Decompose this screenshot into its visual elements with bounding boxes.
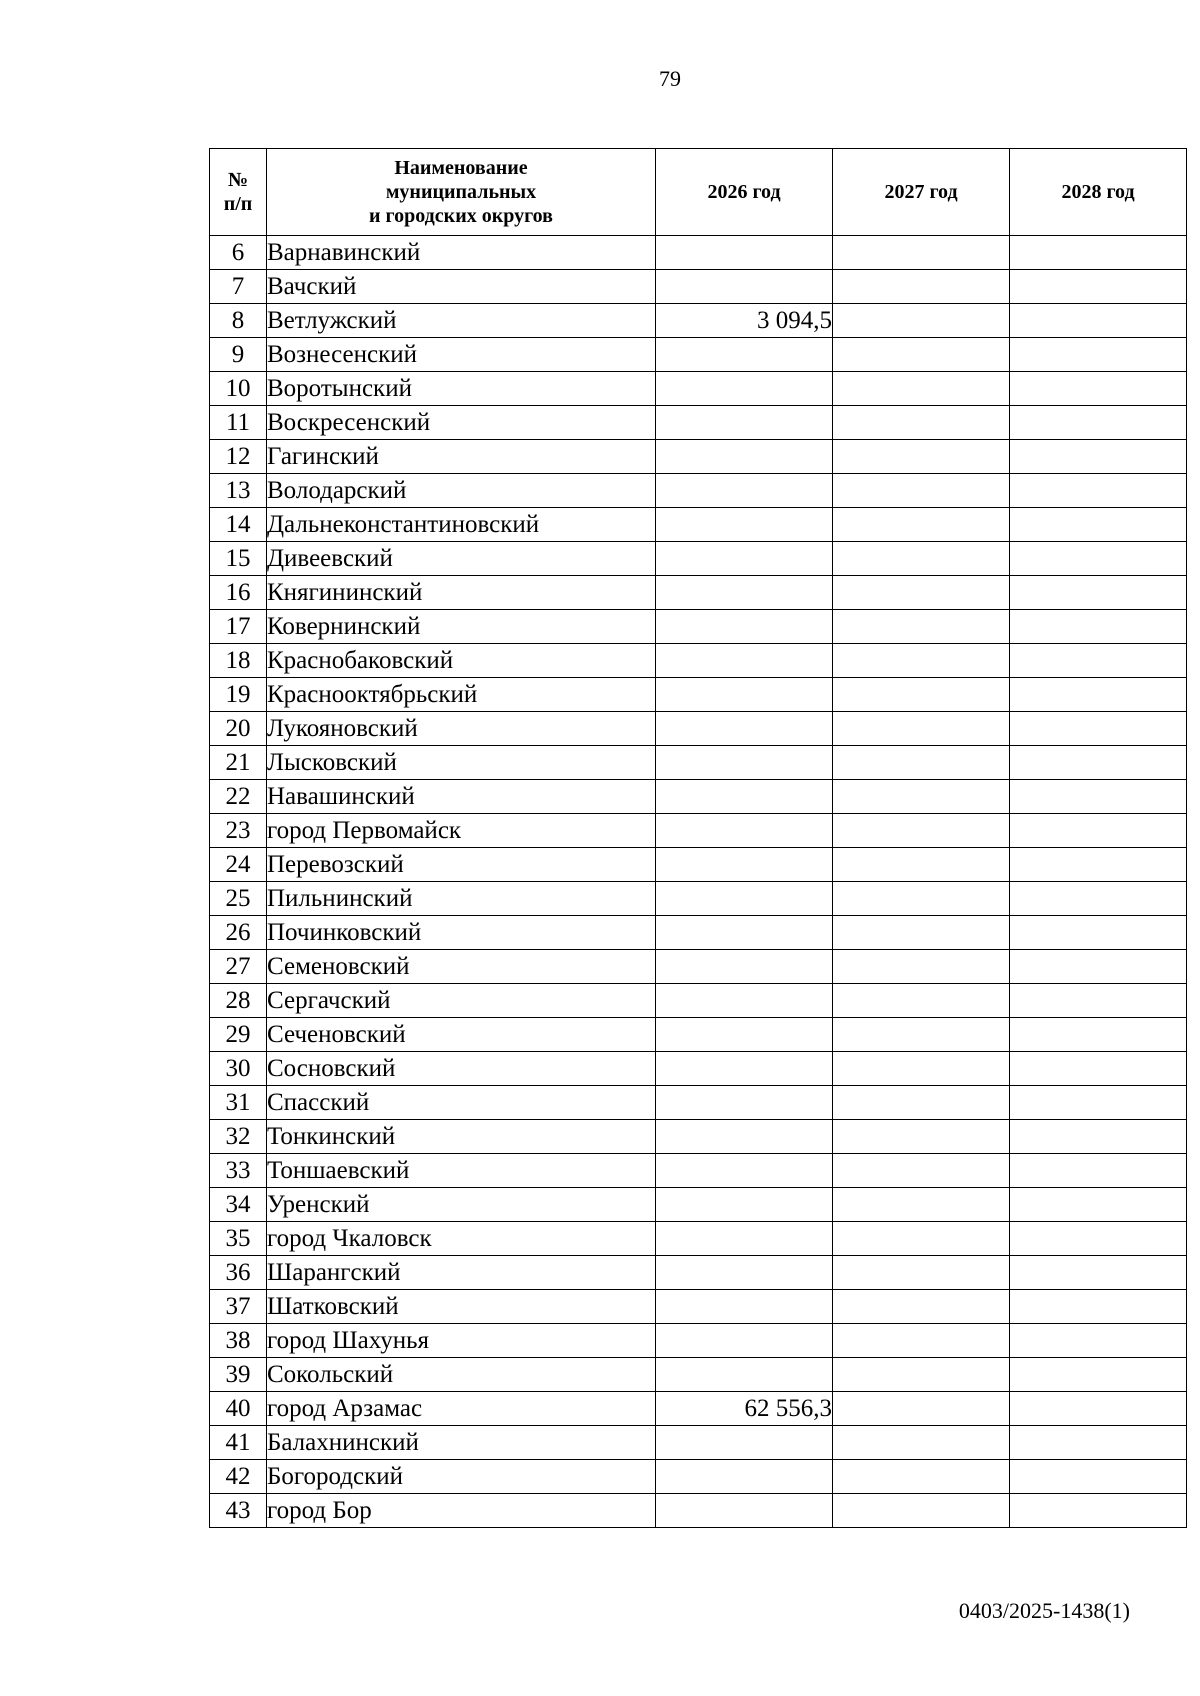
row-value-2027 bbox=[833, 712, 1010, 746]
table-row bbox=[210, 644, 1187, 678]
row-number: 18 bbox=[210, 644, 267, 678]
row-value-2027 bbox=[833, 1086, 1010, 1120]
header-name: Наименование муниципальных и городских округов bbox=[267, 149, 656, 236]
row-value-2027 bbox=[833, 508, 1010, 542]
row-number: 12 bbox=[210, 440, 267, 474]
row-value-2027 bbox=[833, 610, 1010, 644]
row-value-2027 bbox=[833, 270, 1010, 304]
row-value-2026 bbox=[656, 270, 833, 304]
row-value-2026 bbox=[656, 1222, 833, 1256]
row-name: Шарангский bbox=[267, 1256, 656, 1290]
table-row bbox=[210, 508, 1187, 542]
row-name: Навашинский bbox=[267, 780, 656, 814]
row-name: Лысковский bbox=[267, 746, 656, 780]
row-number: 10 bbox=[210, 372, 267, 406]
row-value-2028 bbox=[1010, 644, 1187, 678]
row-value-2028 bbox=[1010, 1086, 1187, 1120]
row-number: 19 bbox=[210, 678, 267, 712]
row-name: Краснобаковский bbox=[267, 644, 656, 678]
row-number: 31 bbox=[210, 1086, 267, 1120]
table-row bbox=[210, 372, 1187, 406]
row-number: 37 bbox=[210, 1290, 267, 1324]
row-value-2028 bbox=[1010, 950, 1187, 984]
row-value-2026 bbox=[656, 950, 833, 984]
row-value-2026 bbox=[656, 1188, 833, 1222]
row-value-2026 bbox=[656, 644, 833, 678]
row-value-2027 bbox=[833, 678, 1010, 712]
row-number: 29 bbox=[210, 1018, 267, 1052]
row-name: город Шахунья bbox=[267, 1324, 656, 1358]
row-value-2026 bbox=[656, 1494, 833, 1528]
row-name: Тоншаевский bbox=[267, 1154, 656, 1188]
row-value-2028 bbox=[1010, 1120, 1187, 1154]
row-value-2026 bbox=[656, 542, 833, 576]
table-row bbox=[210, 338, 1187, 372]
table-row bbox=[210, 236, 1187, 270]
row-value-2026 bbox=[656, 1086, 833, 1120]
row-name: Богородский bbox=[267, 1460, 656, 1494]
header-row bbox=[210, 149, 1187, 236]
table-row bbox=[210, 1222, 1187, 1256]
row-value-2026 bbox=[656, 372, 833, 406]
row-name: Сергачский bbox=[267, 984, 656, 1018]
table-row bbox=[210, 678, 1187, 712]
row-number: 43 bbox=[210, 1494, 267, 1528]
row-value-2028 bbox=[1010, 1018, 1187, 1052]
row-value-2027 bbox=[833, 1324, 1010, 1358]
row-value-2026 bbox=[656, 1154, 833, 1188]
row-value-2028 bbox=[1010, 508, 1187, 542]
table-row bbox=[210, 1188, 1187, 1222]
row-name: Семеновский bbox=[267, 950, 656, 984]
header-num: № п/п bbox=[210, 149, 267, 236]
row-value-2026: 62 556,3 bbox=[656, 1392, 833, 1426]
row-number: 23 bbox=[210, 814, 267, 848]
table-row bbox=[210, 1018, 1187, 1052]
table-row bbox=[210, 984, 1187, 1018]
row-value-2026 bbox=[656, 508, 833, 542]
row-name: Варнавинский bbox=[267, 236, 656, 270]
row-number: 35 bbox=[210, 1222, 267, 1256]
page-number: 79 bbox=[659, 66, 681, 91]
row-value-2027 bbox=[833, 1018, 1010, 1052]
row-number: 17 bbox=[210, 610, 267, 644]
table-row bbox=[210, 1324, 1187, 1358]
header-2026: 2026 год bbox=[656, 149, 833, 236]
row-value-2028 bbox=[1010, 984, 1187, 1018]
row-value-2027 bbox=[833, 1154, 1010, 1188]
table-row bbox=[210, 1290, 1187, 1324]
row-value-2028 bbox=[1010, 372, 1187, 406]
row-value-2026 bbox=[656, 576, 833, 610]
row-number: 15 bbox=[210, 542, 267, 576]
table-row bbox=[210, 1426, 1187, 1460]
header-2027: 2027 год bbox=[833, 149, 1010, 236]
row-value-2026 bbox=[656, 1052, 833, 1086]
table-row bbox=[210, 1086, 1187, 1120]
row-value-2026 bbox=[656, 916, 833, 950]
row-value-2028 bbox=[1010, 304, 1187, 338]
row-name: Воротынский bbox=[267, 372, 656, 406]
row-value-2027 bbox=[833, 1120, 1010, 1154]
row-name: город Чкаловск bbox=[267, 1222, 656, 1256]
row-value-2028 bbox=[1010, 1494, 1187, 1528]
table-row bbox=[210, 270, 1187, 304]
row-number: 30 bbox=[210, 1052, 267, 1086]
row-number: 36 bbox=[210, 1256, 267, 1290]
row-value-2027 bbox=[833, 1188, 1010, 1222]
row-value-2027 bbox=[833, 406, 1010, 440]
row-value-2027 bbox=[833, 644, 1010, 678]
row-value-2026 bbox=[656, 882, 833, 916]
row-value-2028 bbox=[1010, 406, 1187, 440]
table-row bbox=[210, 1256, 1187, 1290]
row-value-2026 bbox=[656, 236, 833, 270]
table-row bbox=[210, 780, 1187, 814]
row-number: 33 bbox=[210, 1154, 267, 1188]
row-value-2027 bbox=[833, 1392, 1010, 1426]
row-value-2027 bbox=[833, 1256, 1010, 1290]
row-value-2026 bbox=[656, 338, 833, 372]
row-value-2027 bbox=[833, 1290, 1010, 1324]
table-row bbox=[210, 1392, 1187, 1426]
row-value-2027 bbox=[833, 304, 1010, 338]
row-value-2027 bbox=[833, 542, 1010, 576]
row-number: 25 bbox=[210, 882, 267, 916]
row-value-2026 bbox=[656, 814, 833, 848]
row-value-2028 bbox=[1010, 712, 1187, 746]
table-row bbox=[210, 542, 1187, 576]
row-name: Дивеевский bbox=[267, 542, 656, 576]
row-value-2028 bbox=[1010, 1222, 1187, 1256]
row-value-2028 bbox=[1010, 1392, 1187, 1426]
row-value-2026 bbox=[656, 1290, 833, 1324]
row-value-2027 bbox=[833, 1426, 1010, 1460]
row-value-2027 bbox=[833, 1222, 1010, 1256]
row-value-2027 bbox=[833, 576, 1010, 610]
row-number: 32 bbox=[210, 1120, 267, 1154]
table-row bbox=[210, 1154, 1187, 1188]
row-name: Ковернинский bbox=[267, 610, 656, 644]
row-name: Починковский bbox=[267, 916, 656, 950]
row-number: 14 bbox=[210, 508, 267, 542]
row-value-2028 bbox=[1010, 746, 1187, 780]
row-name: Ветлужский bbox=[267, 304, 656, 338]
table-row bbox=[210, 440, 1187, 474]
row-value-2028 bbox=[1010, 882, 1187, 916]
row-value-2026 bbox=[656, 1324, 833, 1358]
row-name: Балахнинский bbox=[267, 1426, 656, 1460]
document-code: 0403/2025-1438(1) bbox=[958, 1598, 1130, 1623]
row-value-2028 bbox=[1010, 814, 1187, 848]
table-row bbox=[210, 1358, 1187, 1392]
row-value-2027 bbox=[833, 1358, 1010, 1392]
row-name: Спасский bbox=[267, 1086, 656, 1120]
row-value-2026: 3 094,5 bbox=[656, 304, 833, 338]
row-value-2028 bbox=[1010, 678, 1187, 712]
row-value-2026 bbox=[656, 1426, 833, 1460]
row-number: 22 bbox=[210, 780, 267, 814]
row-value-2026 bbox=[656, 474, 833, 508]
row-name: Пильнинский bbox=[267, 882, 656, 916]
row-number: 7 bbox=[210, 270, 267, 304]
row-value-2028 bbox=[1010, 610, 1187, 644]
row-number: 39 bbox=[210, 1358, 267, 1392]
row-number: 38 bbox=[210, 1324, 267, 1358]
row-name: Воскресенский bbox=[267, 406, 656, 440]
row-value-2027 bbox=[833, 746, 1010, 780]
row-name: Гагинский bbox=[267, 440, 656, 474]
row-value-2027 bbox=[833, 814, 1010, 848]
row-value-2027 bbox=[833, 372, 1010, 406]
row-value-2028 bbox=[1010, 440, 1187, 474]
row-value-2027 bbox=[833, 1052, 1010, 1086]
table-row bbox=[210, 882, 1187, 916]
row-name: город Первомайск bbox=[267, 814, 656, 848]
row-value-2028 bbox=[1010, 270, 1187, 304]
row-value-2026 bbox=[656, 1018, 833, 1052]
row-value-2026 bbox=[656, 746, 833, 780]
row-value-2027 bbox=[833, 1494, 1010, 1528]
table-row bbox=[210, 712, 1187, 746]
row-number: 6 bbox=[210, 236, 267, 270]
row-name: Лукояновский bbox=[267, 712, 656, 746]
row-value-2028 bbox=[1010, 1426, 1187, 1460]
row-value-2027 bbox=[833, 1460, 1010, 1494]
budget-table bbox=[209, 148, 1187, 1528]
row-name: Сеченовский bbox=[267, 1018, 656, 1052]
row-name: Сокольский bbox=[267, 1358, 656, 1392]
table-row bbox=[210, 304, 1187, 338]
header-2028: 2028 год bbox=[1010, 149, 1187, 236]
table-body bbox=[210, 236, 1187, 1528]
row-value-2026 bbox=[656, 848, 833, 882]
row-value-2028 bbox=[1010, 1324, 1187, 1358]
row-value-2028 bbox=[1010, 576, 1187, 610]
row-number: 11 bbox=[210, 406, 267, 440]
row-number: 16 bbox=[210, 576, 267, 610]
table-row bbox=[210, 1052, 1187, 1086]
table-header bbox=[210, 149, 1187, 236]
row-name: Володарский bbox=[267, 474, 656, 508]
row-value-2027 bbox=[833, 440, 1010, 474]
row-number: 40 bbox=[210, 1392, 267, 1426]
row-name: Тонкинский bbox=[267, 1120, 656, 1154]
row-value-2028 bbox=[1010, 780, 1187, 814]
row-number: 21 bbox=[210, 746, 267, 780]
row-value-2027 bbox=[833, 338, 1010, 372]
table-row bbox=[210, 1120, 1187, 1154]
row-name: Вачский bbox=[267, 270, 656, 304]
row-value-2028 bbox=[1010, 916, 1187, 950]
table-row bbox=[210, 474, 1187, 508]
row-value-2026 bbox=[656, 1256, 833, 1290]
row-number: 20 bbox=[210, 712, 267, 746]
row-number: 8 bbox=[210, 304, 267, 338]
table-row bbox=[210, 406, 1187, 440]
row-number: 9 bbox=[210, 338, 267, 372]
row-name: Вознесенский bbox=[267, 338, 656, 372]
row-value-2027 bbox=[833, 882, 1010, 916]
table-row bbox=[210, 1494, 1187, 1528]
row-name: город Арзамас bbox=[267, 1392, 656, 1426]
table-row bbox=[210, 576, 1187, 610]
row-value-2027 bbox=[833, 474, 1010, 508]
table-row bbox=[210, 848, 1187, 882]
row-value-2027 bbox=[833, 780, 1010, 814]
row-value-2028 bbox=[1010, 1154, 1187, 1188]
table-row bbox=[210, 916, 1187, 950]
row-name: Перевозский bbox=[267, 848, 656, 882]
row-number: 24 bbox=[210, 848, 267, 882]
row-value-2026 bbox=[656, 1358, 833, 1392]
row-name: Дальнеконстантиновский bbox=[267, 508, 656, 542]
row-value-2027 bbox=[833, 916, 1010, 950]
row-value-2026 bbox=[656, 440, 833, 474]
row-value-2027 bbox=[833, 984, 1010, 1018]
row-name: Шатковский bbox=[267, 1290, 656, 1324]
row-value-2028 bbox=[1010, 1290, 1187, 1324]
row-value-2028 bbox=[1010, 1256, 1187, 1290]
row-value-2028 bbox=[1010, 474, 1187, 508]
row-value-2026 bbox=[656, 610, 833, 644]
row-value-2026 bbox=[656, 780, 833, 814]
table-row bbox=[210, 1460, 1187, 1494]
row-value-2027 bbox=[833, 236, 1010, 270]
row-value-2027 bbox=[833, 848, 1010, 882]
row-value-2026 bbox=[656, 712, 833, 746]
table-row bbox=[210, 610, 1187, 644]
row-value-2028 bbox=[1010, 848, 1187, 882]
row-name: Сосновский bbox=[267, 1052, 656, 1086]
row-value-2028 bbox=[1010, 1460, 1187, 1494]
row-number: 13 bbox=[210, 474, 267, 508]
row-name: Княгининский bbox=[267, 576, 656, 610]
row-name: город Бор bbox=[267, 1494, 656, 1528]
table-row bbox=[210, 950, 1187, 984]
row-name: Краснооктябрьский bbox=[267, 678, 656, 712]
row-number: 42 bbox=[210, 1460, 267, 1494]
table-row bbox=[210, 746, 1187, 780]
row-value-2028 bbox=[1010, 236, 1187, 270]
row-value-2027 bbox=[833, 950, 1010, 984]
row-name: Уренский bbox=[267, 1188, 656, 1222]
row-number: 26 bbox=[210, 916, 267, 950]
row-value-2026 bbox=[656, 406, 833, 440]
row-number: 28 bbox=[210, 984, 267, 1018]
table-row bbox=[210, 814, 1187, 848]
row-value-2026 bbox=[656, 1460, 833, 1494]
row-number: 27 bbox=[210, 950, 267, 984]
row-value-2028 bbox=[1010, 338, 1187, 372]
row-value-2028 bbox=[1010, 1358, 1187, 1392]
row-value-2026 bbox=[656, 984, 833, 1018]
row-value-2028 bbox=[1010, 542, 1187, 576]
row-value-2026 bbox=[656, 1120, 833, 1154]
row-value-2028 bbox=[1010, 1052, 1187, 1086]
row-value-2028 bbox=[1010, 1188, 1187, 1222]
row-number: 34 bbox=[210, 1188, 267, 1222]
row-value-2026 bbox=[656, 678, 833, 712]
row-number: 41 bbox=[210, 1426, 267, 1460]
